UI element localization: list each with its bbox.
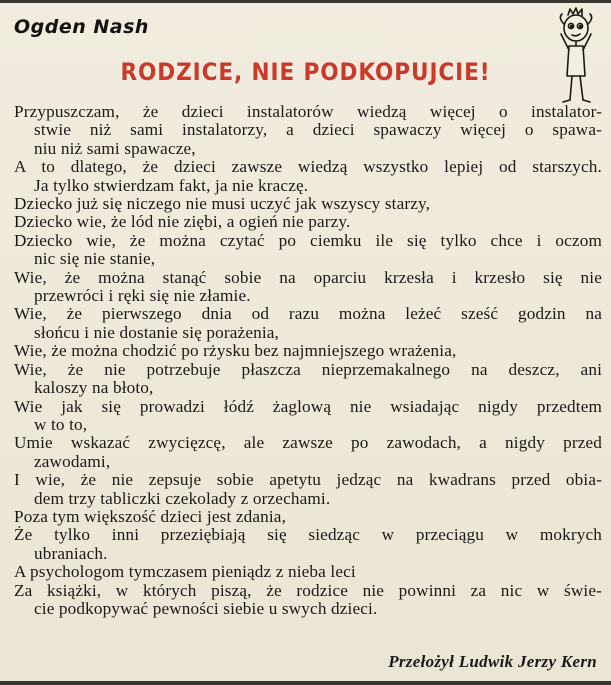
poem-line: w to to, xyxy=(34,414,88,434)
poem-line: cie podkopywać pewności siebie u swych dzieci. xyxy=(34,598,378,618)
bottom-rule xyxy=(0,681,611,685)
poem-line: niu niż sami spawacze, xyxy=(34,138,196,158)
poem-line: przewróci i ręki się nie złamie. xyxy=(34,286,251,306)
poem-line: Wie jak się prowadzi łódź żaglową nie wsiadając nigdy przedtem xyxy=(14,396,602,416)
poem-line: kaloszy na błoto, xyxy=(34,378,154,398)
poem-line: Ja tylko stwierdzam fakt, ja nie kraczę. xyxy=(34,175,309,195)
poem-line: Dziecko już się niczego nie musi uczyć jak wszyscy starzy, xyxy=(14,194,431,214)
poem-line: Za książki, w których piszą, że rodzice nie powinni za nic w świe- xyxy=(14,580,602,600)
poem-line: Dziecko wie, że lód nie ziębi, a ogień nie parzy. xyxy=(14,212,351,232)
poem-line: nic się nie stanie, xyxy=(34,249,156,269)
poem-title: RODZICE, NIE PODKOPUJCIE! xyxy=(120,58,491,86)
translator-credit: Przełożył Ludwik Jerzy Kern xyxy=(388,652,597,671)
poem-line: dem trzy tabliczki czekolady z orzechami. xyxy=(34,488,331,508)
poem-line: stwie niż sami instalatorzy, a dzieci spawaczy więcej o spawa- xyxy=(34,120,602,140)
poem-line: ubraniach. xyxy=(34,543,108,563)
poem-line: zawodami, xyxy=(34,451,111,471)
poem-line: A psychologom tymczasem pieniądz z nieba leci xyxy=(14,562,356,582)
poem-line: I wie, że nie zepsuje sobie apetytu jedząc na kwadrans przed obia- xyxy=(14,470,602,490)
top-rule xyxy=(0,0,611,3)
poem-body xyxy=(14,103,602,618)
poem-line: Wie, że można stanąć sobie na oparciu krzesła i krzesło się nie xyxy=(14,267,602,287)
poem-line: Że tylko inni przeziębiają się siedząc w przeciągu w mokrych xyxy=(14,525,602,545)
author-name: Ogden Nash xyxy=(14,16,149,38)
poem-line: Dziecko wie, że można czytać po ciemku ile się tylko chce i oczom xyxy=(14,230,602,250)
poem-line: Poza tym większość dzieci jest zdania, xyxy=(14,506,287,526)
poem-line: A to dlatego, że dzieci zawsze wiedzą wszystko lepiej od starszych. xyxy=(14,157,602,177)
poem-line: Umie wskazać zwycięzcę, ale zawsze po zawodach, a nigdy przed xyxy=(14,433,602,453)
poem-line: Wie, że można chodzić po rżysku bez najmniejszego wrażenia, xyxy=(14,341,457,361)
poem-line: Wie, że pierwszego dnia od razu można leżeć sześć godzin na xyxy=(14,304,602,324)
poem-line: Przypuszczam, że dzieci instalatorów wiedzą więcej o instalator- xyxy=(14,102,602,121)
poem-line: słońcu i nie dostanie się porażenia, xyxy=(34,322,279,342)
poem-line: Wie, że nie potrzebuje płaszcza nieprzemakalnego na deszcz, ani xyxy=(14,359,602,379)
